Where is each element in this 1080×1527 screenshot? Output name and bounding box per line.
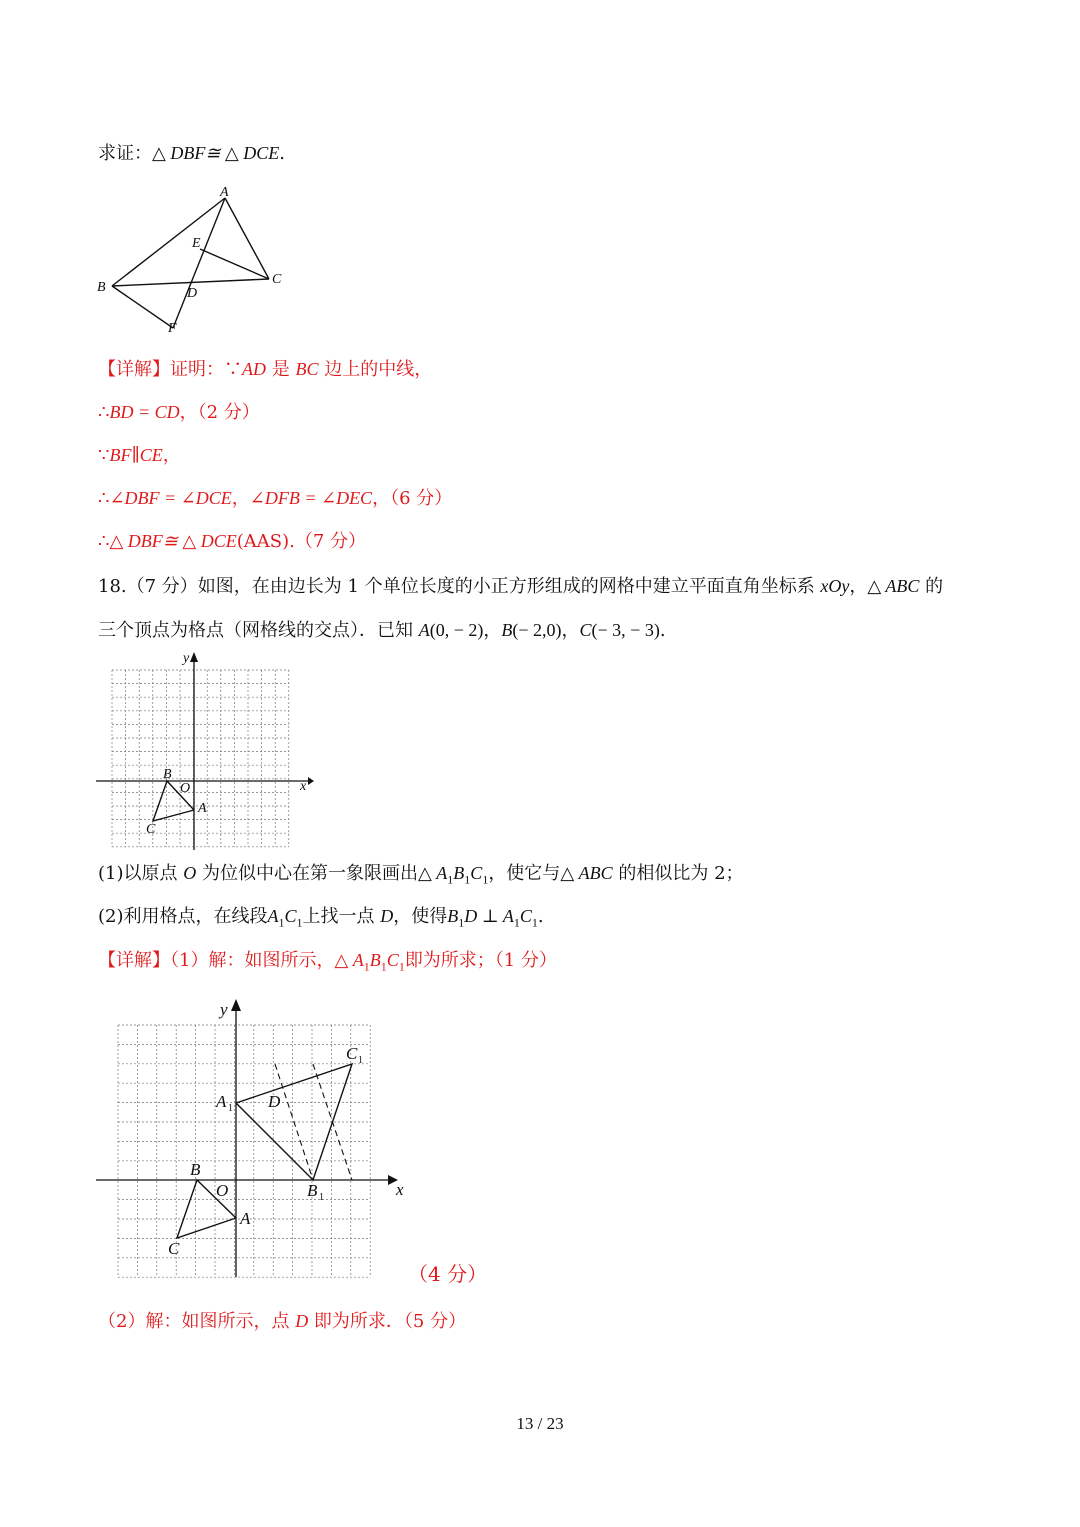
solution17-line1: 【详解】证明：∵AD 是 BC 边上的中线，	[98, 359, 433, 380]
axis-x-label: x	[396, 1180, 404, 1199]
figure-small-grid	[96, 650, 316, 850]
label-C1-sub: 1	[358, 1055, 363, 1066]
question18-line1: 18.（7 分）如图，在由边长为 1 个单位长度的小正方形组成的网格中建立平面直角坐标系 xOy，△ ABC 的	[98, 576, 944, 597]
label-B: B	[163, 767, 172, 782]
solution17-line2: ∴BD = CD，（2 分）	[98, 402, 260, 423]
solution17-line3: ∵BF∥CE，	[98, 445, 181, 466]
label-D: D	[268, 1092, 281, 1111]
label-B1-sub: 1	[319, 1192, 324, 1203]
label-E: E	[192, 236, 201, 251]
solution17-line4: ∴∠DBF = ∠DCE，∠DFB = ∠DEC，（6 分）	[98, 488, 453, 509]
solution18-line1: 【详解】（1）解：如图所示，△ $A_1B_1C_1$即为所求；（1 分）	[98, 950, 557, 974]
label-B1: B	[307, 1181, 318, 1200]
question18-line2: 三个顶点为格点（网格线的交点）．已知 A(0, − 2)，B(− 2,0)，C(− 3, − 3).	[98, 620, 666, 641]
label-C: C	[146, 822, 156, 837]
solution17-line5: ∴△ DBF≅ △ DCE(AAS).（7 分）	[98, 531, 366, 552]
label-A: A	[220, 185, 229, 200]
label-D: D	[187, 286, 198, 301]
figure-triangle-median	[95, 180, 295, 340]
label-B: B	[190, 1160, 201, 1179]
label-C: C	[168, 1239, 180, 1258]
part1-line: (1)以原点 O 为位似中心在第一象限画出△ $A_1B_1C_1$，使它与△ ABC 的相似比为 2；	[98, 863, 744, 887]
label-B: B	[97, 280, 106, 295]
origin-label: O	[216, 1181, 229, 1200]
label-C: C	[272, 272, 282, 287]
axis-x-label: x	[300, 779, 307, 794]
proof-statement: 求证：△ DBF≅ △ DCE.	[98, 143, 285, 164]
label-C1: C	[346, 1044, 358, 1063]
figure-large-grid	[96, 993, 416, 1283]
solution18-line2: （2）解：如图所示，点 D 即为所求．（5 分）	[98, 1311, 467, 1332]
origin-label: O	[180, 781, 191, 796]
label-F: F	[168, 321, 177, 336]
page-number: 13 / 23	[516, 1414, 564, 1433]
label-A: A	[198, 801, 207, 816]
label-A1-sub: 1	[228, 1103, 233, 1114]
axis-y-label: y	[183, 651, 190, 666]
label-A1: A	[216, 1092, 227, 1111]
axis-y-label: y	[220, 1000, 228, 1019]
label-A: A	[240, 1209, 251, 1228]
part2-line: (2)利用格点，在线段$A_1C_1$上找一点 D，使得$B_1D$ ⊥ $A_1C_1$.	[98, 906, 544, 930]
figure-score: （4 分）	[408, 1262, 488, 1286]
